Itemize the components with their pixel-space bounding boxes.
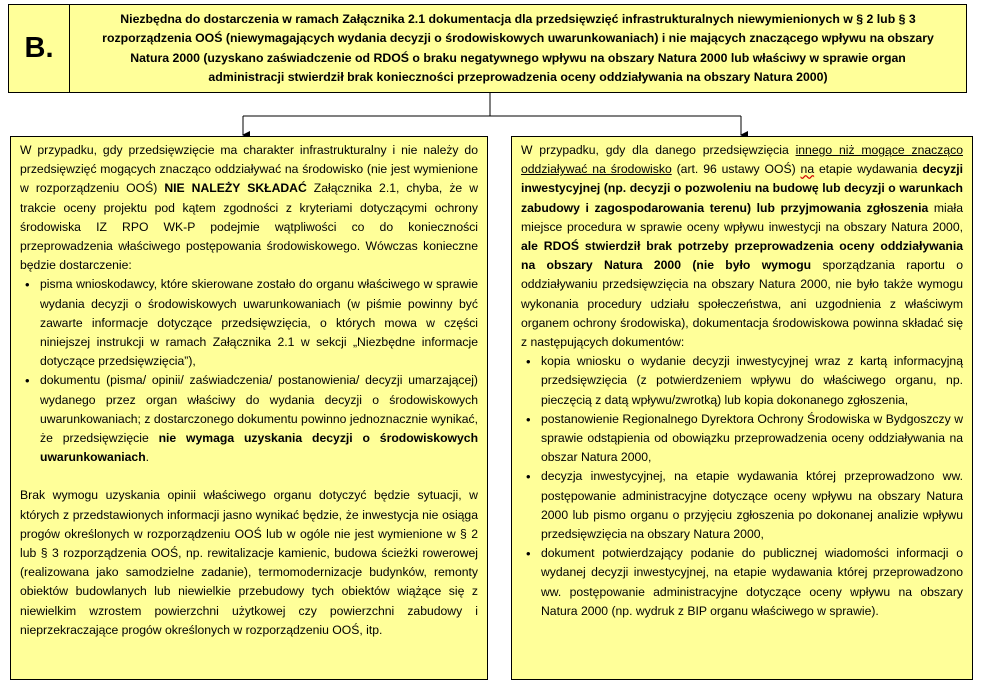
- list-item-text: kopia wniosku o wydanie decyzji inwestycyjnej wraz z kartą informacyjną przedsięwzięcia (z potwierdzeniem wpływu do właściwego organu, np. pieczęcią z datą wpływu/zwrotką) lub kopia dokonanego zgłoszenia,: [541, 354, 963, 407]
- left-second-paragraph: Brak wymogu uzyskania opinii właściwego organu dotyczyć będzie sytuacji, w których z przedstawionych informacji jasno wynikać będzie, że inwestycja nie osiąga progów określonych w rozporządzeniu OOŚ lub w ogóle nie jest wymienione w § 2 lub § 3 rozporządzenia OOŚ, np. rewitalizacje kamienic, budowa ścieżki rowerowej (realizowana jako samodzielne zadanie), termomodernizacje budynków, remonty obiektów budowlanych lub niewielkie przebudowy tych obiektów wiążące się z niewielkim wzrostem powierzchni użytkowej czy powierzchni zabudowy i nieprzekraczające progów określonych w rozporządzeniu OOŚ, itp.: [20, 488, 478, 637]
- right-intro-text-4: sporządzania raportu o oddziaływaniu przedsięwzięcia na obszary Natura 2000, nie było także wymogu wykonania procedury udziału społeczeństwa, ani uzgodnienia z właściwym organem ochrony środowiska), dokumentacja środowiskowa powinna składać się z następujących dokumentów:: [521, 258, 963, 350]
- right-intro-text-3: miała miejsce procedura w sprawie oceny wpływu inwestycji na obszary Natura 2000,: [521, 200, 964, 234]
- section-letter: B.: [8, 4, 70, 93]
- left-intro-emphasis: NIE NALEŻY SKŁADAĆ: [164, 181, 307, 196]
- list-item-text: postanowienie Regionalnego Dyrektora Ochrony Środowiska w Bydgoszczy w sprawie odstąpienia od obowiązku przeprowadzenia oceny oddziaływania na obszar Natura 2000,: [541, 411, 963, 465]
- list-item: [541, 352, 963, 410]
- left-intro-text-cont: Załącznika 2.1, chyba, że w trakcie oceny projektu pod kątem zgodności z kryteriami dotyczącymi ochrony środowiska IZ RPO WK-P podejmie wątpliwości co do konieczności przeprowadzenia właściwego postępowania środowiskowego. Wówczas konieczne będzie dostarczenie:: [20, 181, 478, 273]
- section-title: Niezbędna do dostarczenia w ramach Załącznika 2.1 dokumentacja dla przedsięwzięć infrastrukturalnych niewymienionych w § 2 lub § 3 rozporządzenia OOŚ (niewymagających wydania decyzji o środowiskowych uwarunkowaniach) i nie mających znaczącego wpływu na obszary Natura 2000 (uzyskano zaświadczenie od RDOŚ o braku negatywnego wpływu na obszary Natura 2000 lub właściwy w sprawie organ administracji stwierdził brak konieczności przeprowadzenia oceny oddziaływania na obszary Natura 2000): [69, 4, 967, 93]
- list-item: [541, 467, 963, 544]
- left-intro-paragraph: [20, 141, 478, 275]
- left-column: [10, 136, 488, 680]
- list-item-text-end: .: [145, 450, 150, 465]
- right-intro-ref: (art. 96 ustawy OOŚ): [671, 162, 801, 177]
- list-item: [40, 275, 478, 371]
- list-item: [40, 371, 478, 467]
- list-item-text: decyzja inwestycyjnej, na etapie wydawania której przeprowadzono ww. postępowanie administracyjne dotyczące oceny wpływu na obszary Natura 2000 lub pismo organu o przyjęciu zgłoszenia po dokonanej analizie wpływu przedsięwzięcia na obszary Natura 2000,: [541, 469, 963, 542]
- right-intro-emphasis-2: ale RDOŚ stwierdził brak potrzeby przeprowadzenia oceny oddziaływania na obszary Natura 2000 (nie było wymogu: [521, 239, 963, 273]
- right-intro-underlined: innego niż mogące znacząco oddziaływać na środowisko: [521, 143, 963, 177]
- list-item-text: dokument potwierdzający podanie do publicznej wiadomości informacji o wydanej decyzji inwestycyjnej, na etapie wydawania której przeprowadzono ww. postępowanie administracyjne dotyczące oceny wpływu na obszary Natura 2000 (np. wydruk z BIP organu właściwego w sprawie).: [541, 546, 963, 618]
- list-item-emphasis: nie wymaga uzyskania decyzji o środowiskowych uwarunkowaniach: [40, 431, 479, 465]
- list-item: [541, 544, 963, 621]
- spellcheck-word: na: [800, 162, 815, 177]
- right-intro-emphasis-1: decyzji inwestycyjnej (np. decyzji o pozwoleniu na budowę lub decyzji o warunkach zabudowy i zagospodarowania terenu) lub przyjmowania zgłoszenia: [521, 162, 963, 215]
- right-column: [511, 136, 973, 680]
- left-intro-text: W przypadku, gdy przedsięwzięcie ma charakter infrastrukturalny i nie należy do przedsięwzięć mogących znacząco oddziaływać na środowisko (nie jest wymienione w rozporządzeniu OOŚ): [20, 143, 478, 196]
- right-bullet-list: [521, 352, 963, 621]
- left-bullet-list: [20, 275, 478, 467]
- right-intro-text: W przypadku, gdy dla danego przedsięwzięcia: [521, 143, 796, 157]
- right-intro-text-2: etapie wydawania: [814, 162, 923, 177]
- right-intro-paragraph: [521, 141, 963, 352]
- list-item-text: pisma wnioskodawcy, które skierowane zostało do organu właściwego w sprawie wydania decyzji o środowiskowych uwarunkowaniach (w piśmie powinny być zawarte informacje dotyczące przedsięwzięcia, o których mowa w części niniejszej instrukcji w ramach Załącznika 2.1 w sekcji „Niezbędne informacje dotyczące przedsięwzięcia”),: [40, 277, 478, 369]
- list-item-text: dokumentu (pisma/ opinii/ zaświadczenia/ postanowienia/ decyzji umarzającej) wydanego przez organ właściwy do wydania decyzji o środowiskowych uwarunkowaniach; z dostarczonego dokumentu powinno jednoznacznie wynikać, że przedsięwzięcie: [40, 373, 478, 446]
- list-item: [541, 410, 963, 468]
